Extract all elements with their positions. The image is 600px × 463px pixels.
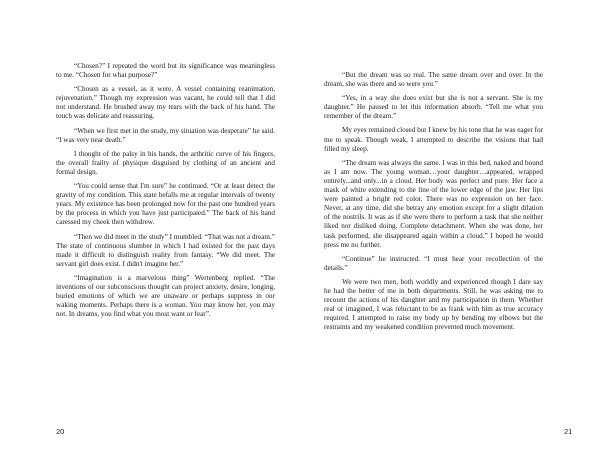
paragraph: My eyes remained closed but I knew by his tone that he was eager for me to speak. Though weak, I attempted to describe the visions that had filled my sleep. [324, 126, 543, 153]
paragraph: “Imagination is a marvelous thing” Wertenberg replied. “The inventions of our subconscious thought can project anxiety, desire, longing, buried emotions of which we are unaware or perhaps suppress in our waking moments. Perhaps there is a woman. You may know her, you may not. In dreams, you find what you most want or fear”. [56, 273, 275, 319]
paragraph: I thought of the palsy in his hands, the arthritic curve of his fingers, the overall frailty of physique disguised by clothing of an ancient and formal design. [56, 149, 275, 176]
right-page [300, 0, 600, 463]
paragraph: “Continue” he instructed. “I must hear your recollection of the details.” [324, 254, 543, 272]
paragraph: We were two men, both worldly and experienced though I dare say he had the better of me in both departments. Still, he was asking me to recount the actions of his daughter and my participation in them. Whether real or imagined, I was reluctant to be as frank with him as true accuracy required. I attempted to raise my body up by bending my elbows but the restraints and my weakened condition prevented much movement. [324, 277, 543, 332]
paragraph: “The dream was always the same. I was in this bed, naked and bound as I am now. The young woman…your daughter…appeared, wrapped entirely...and only...in a cloud. Her body was perfect and pure. Her face a mask of white extending to the line of the lower edge of the jaw. Her lips were painted a bright red color. There was no expression on her face. Never, at any time, did she betray any emotion except for a slight dilation of the nostrils. It was as if she were there to perform a task that she neither liked nor disliked doing. Complete detachment. When she was done, her task performed, she disappeared again within a cloud.” I hoped he would press me no further. [324, 158, 543, 249]
paragraph: “Chosen?” I repeated the word but its significance was meaningless to me. “Chosen for what purpose?” [56, 62, 275, 80]
paragraph: “Yes, in a way she does exist but she is not a servant. She is my daughter.” He paused to let this information absorb. “Tell me what you remember of the dream.” [324, 94, 543, 121]
page-number: 20 [56, 427, 65, 436]
paragraph: “When we first met in the study, my situation was desperate” he said. “I was very near death.” [56, 126, 275, 144]
paragraph: “You could sense that I'm sure” he continued. “Or at least detect the gravity of my condition. This state befalls me at regular intervals of twenty years. My existence has been prolonged now for the past one hundred years by the process in which you have just participated.” The back of his hand caressed my cheek then withdrew. [56, 182, 275, 227]
right-page-text [324, 71, 543, 337]
paragraph: “But the dream was so real. The same dream over and over. In the dream, she was there and so were you.” [324, 71, 543, 89]
paragraph: “Then we did meet in the study” I mumbled. “That was not a dream.” The state of continuous slumber in which I had existed for the past days made it difficult to distinguish reality from fantasy. “We did meet. The servant girl does exist. I didn't imagine her.” [56, 232, 275, 268]
page-number: 21 [564, 427, 573, 436]
left-page-text [56, 62, 275, 324]
paragraph: “Chosen as a vessel, as it were. A vessel containing reanimation, rejuvenation.” Though my expression was vacant, he could tell that I did not understand. He brushed away my tears with the back of his hand. The touch was delicate and reassuring. [56, 85, 275, 121]
